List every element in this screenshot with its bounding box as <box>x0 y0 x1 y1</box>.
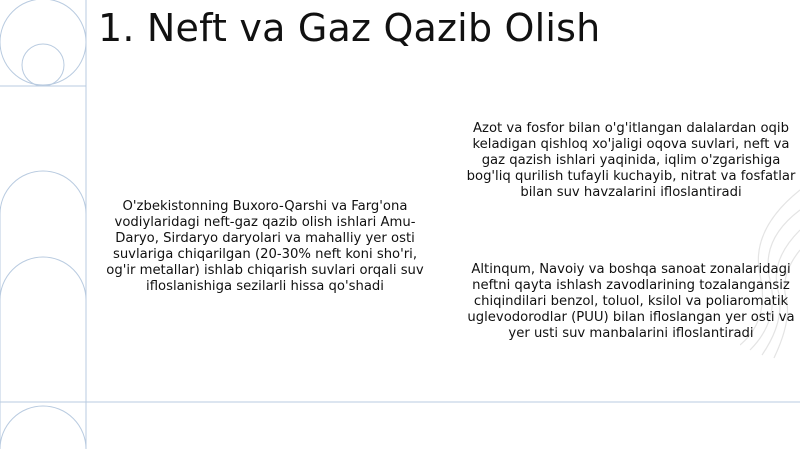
paragraph-refinery-waste: Altinqum, Navoiy va boshqa sanoat zonalaridagi neftni qayta ishlash zavodlarining tozalangansiz chiqindilari benzol, toluol, ksilol va poliaromatik uglevodorodlar (PUU) bilan ifloslangan yer osti va yer usti suv manbalarini ifloslantiradi <box>467 262 795 341</box>
paragraph-agricultural-runoff: Azot va fosfor bilan o'g'itlangan dalalardan oqib keladigan qishloq xo'jaligi oqova suvlari, neft va gaz qazish ishlari yaqinida, iqlim o'zgarishiga bog'liq qurilish tufayli kuchayib, nitrat va fosfatlar bilan suv havzalarini ifloslantiradi <box>466 121 796 200</box>
slide-title: 1. Neft va Gaz Qazib Olish <box>98 6 601 50</box>
paragraph-oil-gas-extraction: O'zbekistonning Buxoro-Qarshi va Farg'ona vodiylaridagi neft-gaz qazib olish ishlari Amu-Daryo, Sirdaryo daryolari va mahalliy yer osti suvlariga chiqarilgan (20-30% neft koni sho'ri, og'ir metallar) ishlab chiqarish suvlari orqali suv ifloslanishiga sezilarli hissa qo'shadi <box>106 199 424 294</box>
small-circle-outline <box>22 44 64 86</box>
arch-bottom <box>0 406 86 449</box>
arch-upper <box>0 171 86 214</box>
arch-lower <box>0 257 86 300</box>
large-circle-outline <box>0 0 86 85</box>
